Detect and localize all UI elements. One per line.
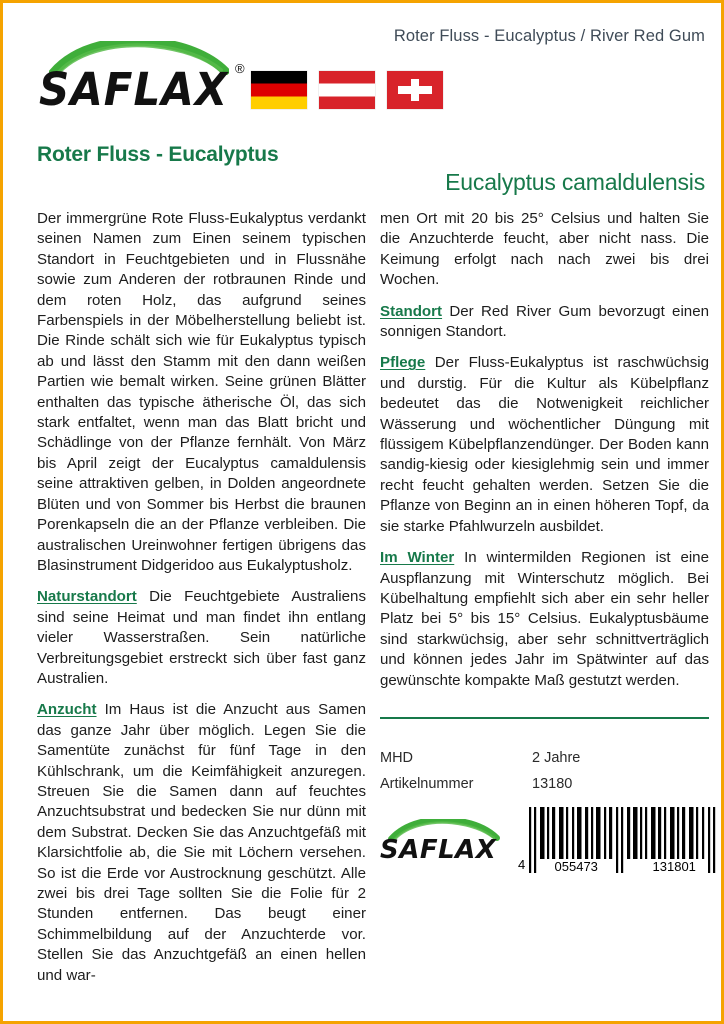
barcode-left-group: 055473: [554, 859, 598, 875]
article-number-label: Artikelnummer: [380, 776, 474, 793]
section-text-standort: Der Red River Gum bevorzugt einen sonnigen Standort.: [380, 302, 709, 341]
section-lead-anzucht: Anzucht: [37, 701, 97, 719]
section-text-naturstandort: Die Feuchtgebiete Australiens sind seine Heimat und man findet ihn entlang vieler Wasserstraßen. Sein natürliche Verbreitungsgebiet erstreckt sich über fast ganz Australien.: [37, 588, 366, 687]
barcode: [518, 803, 723, 873]
mhd-value: 2 Jahre: [532, 750, 581, 767]
left-column: [37, 209, 366, 1015]
austria-flag: [319, 71, 375, 109]
common-name-heading: Roter Fluss - Eucalyptus: [37, 143, 279, 166]
right-column: [380, 209, 709, 1015]
logo-wordmark: SAFLAX: [39, 63, 229, 116]
logo-wordmark-footer: SAFLAX: [380, 835, 497, 866]
footer-divider: [380, 717, 709, 720]
section-text-im-winter: In wintermilden Regionen ist eine Auspflanzung mit Winterschutz möglich. Bei Kübelhaltung empfiehlt sich aber ein sehr heller Platz bei 5° bis 15° Celsius. Eukalyptusbäume sind starkwüchsig, aber sehr schnittverträglich und können jedes Jahr im Spätwinter auf das gewünschte kompakte Maß gestutzt werden.: [380, 549, 709, 689]
country-flags: [251, 71, 443, 109]
meta-row-article-number: [380, 771, 709, 797]
barcode-bars: [527, 807, 723, 873]
section-anzucht: [37, 700, 366, 986]
saflax-logo: [39, 41, 249, 116]
product-metadata: [380, 745, 709, 797]
intro-paragraph: Der immergrüne Rote Fluss-Eukalyptus verdankt seinen Namen zum Einen seinem typischen Standort in Feuchtgebieten und in Flussnähe sowie zum Anderen der rotbraunen Rinde und dem roten Holz, das aufgrund seines Farbenspiels in der Möbelherstellung beliebt ist. Die Rinde schält sich wie für Eukalyptus typisch ab und lässt den Stamm mit den dann weißen Partien wie bemalt wirken. Seine grünen Blätter enthalten das typische ätherische Öl, das sich stark entfaltet, wenn man das Blatt bricht und Schädlinge von der Pflanze fernhält. Von März bis April zeigt der Eucalyptus camaldulensis seine attraktiven gelben, in Dolden angeordnete Blüten und von Sommer bis Herbst die braunen Porenkapseln die an der Pflanze verbleiben. Die australischen Ureinwohner fertigen übrigens das Blasinstrument Didgeridoo aus Eukalyptusholz.: [37, 210, 366, 574]
section-lead-naturstandort: Naturstandort: [37, 588, 137, 606]
continuation-paragraph: men Ort mit 20 bis 25° Celsius und halten Sie die Anzuchterde feucht, aber nicht nass. Die Keimung erfolgt nach nach zwei bis drei Wochen.: [380, 210, 709, 289]
meta-row-mhd: [380, 745, 709, 771]
botanical-name-heading: Eucalyptus camaldulensis: [445, 169, 705, 195]
packet-content: [3, 3, 721, 1021]
title-block: [3, 133, 721, 195]
barcode-lead-digit: 4: [518, 857, 526, 873]
section-lead-standort: Standort: [380, 302, 443, 320]
section-im-winter: [380, 548, 709, 691]
text-columns: [3, 209, 721, 1015]
barcode-right-group: 131801: [652, 859, 696, 875]
section-lead-pflege: Pflege: [380, 354, 426, 372]
article-number-value: 13180: [532, 776, 573, 793]
section-text-pflege: Der Fluss-Eukalyptus ist raschwüchsig und durstig. Für die Kultur als Kübelpflanz bedeutet das die Notwenigkeit reichlicher Wässerung und wöchentlicher Düngung mit flüssigem Kübelpflanzendünger. Der Boden kann sandig-kiesig oder kiesiglehmig sein und immer recht feucht gehalten werden. Setzen Sie die Pflanze von Beginn an in einen höheren Topf, da sie starke Pfahlwurzeln ausbildet.: [380, 354, 709, 535]
section-pflege: [380, 353, 709, 537]
switzerland-flag: [387, 71, 443, 109]
packet-header: [3, 3, 721, 133]
registered-trademark-icon: ®: [235, 61, 245, 76]
section-standort: [380, 302, 709, 343]
footer-brand-row: [380, 803, 709, 873]
header-product-title: Roter Fluss - Eucalyptus / River Red Gum: [393, 27, 705, 45]
section-lead-im-winter: Im Winter: [380, 549, 455, 567]
saflax-logo-footer: [380, 819, 508, 873]
mhd-label: MHD: [380, 750, 414, 767]
section-naturstandort: [37, 587, 366, 689]
section-text-anzucht: Im Haus ist die Anzucht aus Samen das ganze Jahr über möglich. Legen Sie die Samentüte zunächst für fünf Tage in den Kühlschrank, um die Keimfähigkeit anzuregen. Streuen Sie die Samen dann auf feuchtes Anzuchtsubstrat und bedecken Sie nur dünn mit dem Substrat. Decken Sie das Anzuchtgefäß mit Klarsichtfolie ab, die Sie mit Löchern versehen. So ist die Erde vor Austrocknung geschützt. Alle zwei bis drei Tage sollten Sie die Folie für 2 Stunden entfernen. Das beugt einer Schimmelbildung auf der Anzuchterde vor. Stellen Sie das Anzuchtgefäß an einen hellen und war-: [37, 701, 366, 984]
germany-flag: [251, 71, 307, 109]
barcode-bars-icon: [527, 807, 723, 873]
